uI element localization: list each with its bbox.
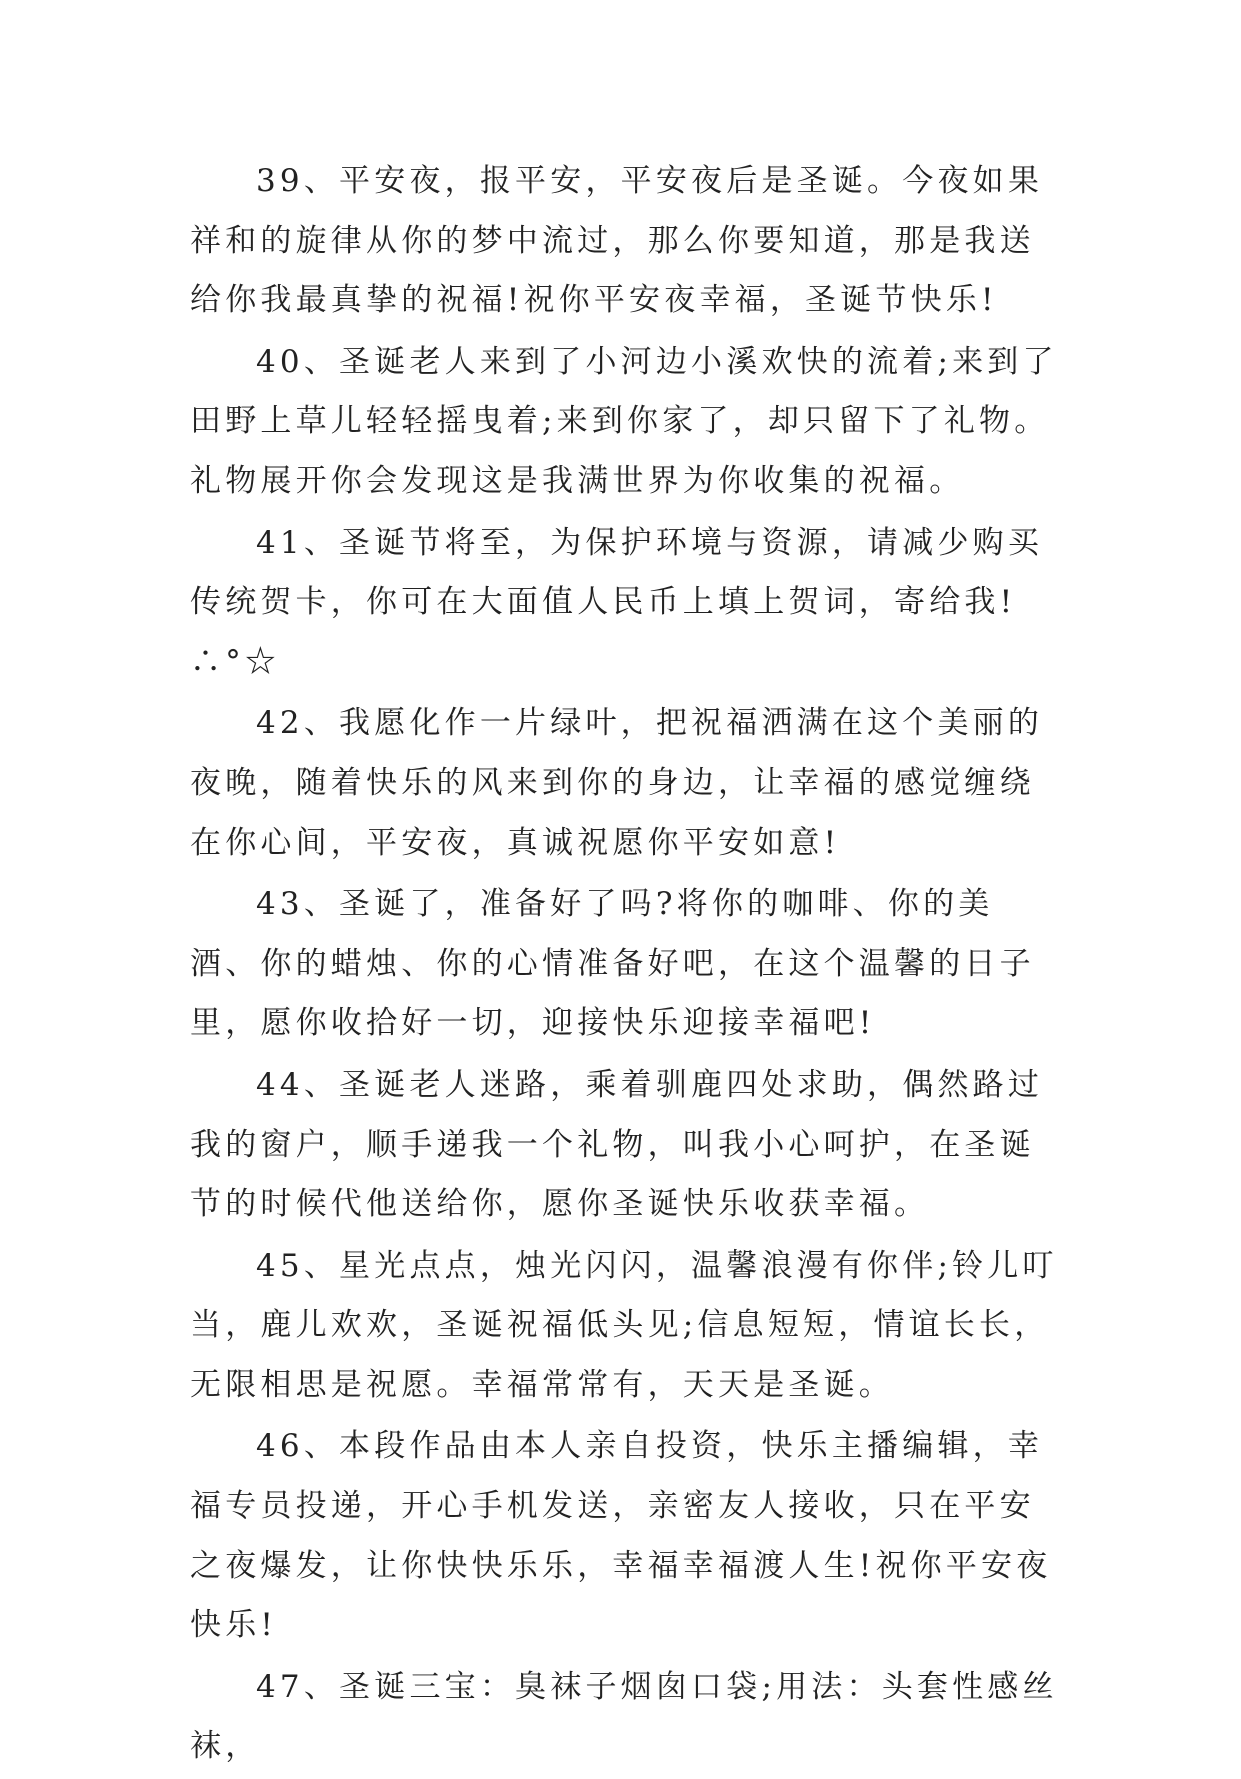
paragraph-45: 45、星光点点，烛光闪闪，温馨浪漫有你伴;铃儿叮当，鹿儿欢欢，圣诞祝福低头见;信息短短，情谊长长，无限相思是祝愿。幸福常常有，天天是圣诞。: [190, 1247, 1058, 1403]
paragraph-43: 43、圣诞了，准备好了吗?将你的咖啡、你的美酒、你的蜡烛、你的心情准备好吧，在这个温馨的日子里，愿你收拾好一切，迎接快乐迎接幸福吧!: [190, 886, 1035, 1042]
paragraph-46: 46、本段作品由本人亲自投资，快乐主播编辑，幸福专员投递，开心手机发送，亲密友人接收，只在平安之夜爆发，让你快快乐乐，幸福幸福渡人生!祝你平安夜快乐!: [190, 1428, 1052, 1644]
paragraph-41: 41、圣诞节将至，为保护环境与资源，请减少购买传统贺卡，你可在大面值人民币上填上贺词，寄给我!∴°☆: [190, 524, 1044, 680]
paragraph-40: 40、圣诞老人来到了小河边小溪欢快的流着;来到了田野上草儿轻轻摇曳着;来到你家了，却只留下了礼物。礼物展开你会发现这是我满世界为你收集的祝福。: [190, 343, 1058, 499]
paragraph-47: 47、圣诞三宝：臭袜子烟囱口袋;用法：头套性感丝袜，: [190, 1668, 1058, 1765]
paragraph-42: 42、我愿化作一片绿叶，把祝福洒满在这个美丽的夜晚，随着快乐的风来到你的身边，让幸福的感觉缠绕在你心间，平安夜，真诚祝愿你平安如意!: [190, 705, 1044, 861]
paragraph-39: 39、平安夜，报平安，平安夜后是圣诞。今夜如果祥和的旋律从你的梦中流过，那么你要知道，那是我送给你我最真挚的祝福!祝你平安夜幸福，圣诞节快乐!: [190, 163, 1044, 319]
paragraph-44: 44、圣诞老人迷路，乘着驯鹿四处求助，偶然路过我的窗户，顺手递我一个礼物，叫我小心呵护，在圣诞节的时候代他送给你，愿你圣诞快乐收获幸福。: [190, 1066, 1044, 1223]
document-body: [190, 152, 1060, 1779]
